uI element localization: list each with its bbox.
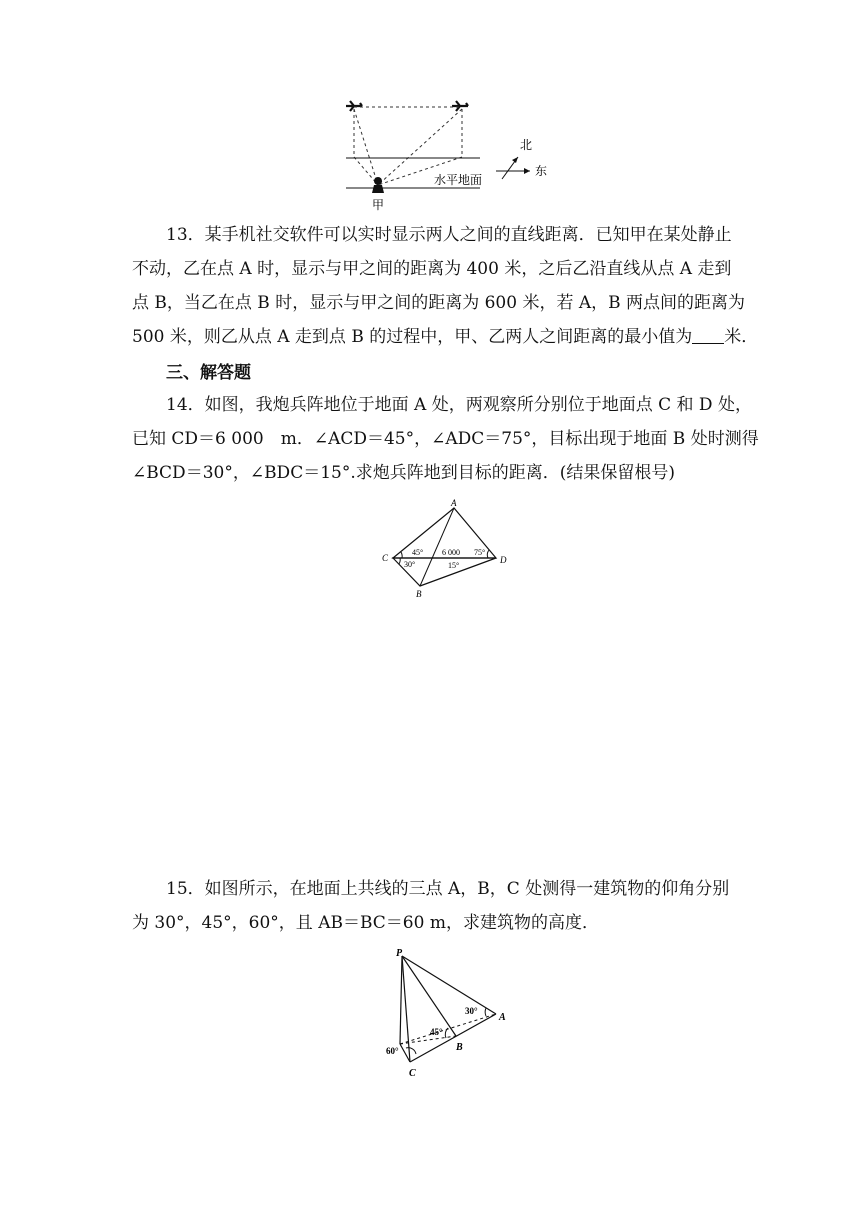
angle-B: 45° [430,1027,443,1037]
angle-C: 60° [386,1046,399,1056]
q14-line-3: ∠BCD＝30°，∠BDC＝15°.求炮兵阵地到目标的距离．(结果保留根号) [132,463,675,483]
q13-line-4: 500 米，则乙从点 A 走到点 B 的过程中，甲、乙两人之间距离的最小值为 米． [132,327,759,347]
q14-line-1: 14．如图，我炮兵阵地位于地面 A 处，两观察所分别位于地面点 C 和 D 处， [166,395,752,415]
point-A: A [499,1012,506,1023]
point-C: C [382,553,389,563]
q13-line-2: 不动，乙在点 A 时，显示与甲之间的距离为 400 米，之后乙沿直线从点 A 走到 [132,259,732,279]
angle-A: 30° [465,1006,478,1016]
question-15 [132,872,732,940]
point-D: D [500,555,507,565]
plane-icon-right [452,101,468,111]
angle-ADC: 75° [474,548,486,557]
question-13 [132,218,759,354]
section-3-title: 三、解答题 [166,363,251,383]
point-A: A [451,498,457,508]
q15-line-2: 为 30°，45°，60°，且 AB＝BC＝60 m，求建筑物的高度． [132,913,599,933]
point-B: B [456,1042,463,1053]
label-person: 甲 [372,198,385,212]
answer-blank [692,325,724,344]
q13-line-1: 13．某手机社交软件可以实时显示两人之间的直线距离．已知甲在某处静止 [166,225,732,245]
angle-BCD: 30° [404,560,416,569]
figure-q14-triangles [378,498,518,600]
question-14 [132,388,759,490]
label-north: 北 [520,138,533,152]
point-P: P [396,948,403,959]
label-east: 东 [535,164,548,178]
q15-line-1: 15．如图所示，在地面上共线的三点 A，B，C 处测得一建筑物的仰角分别 [166,879,730,899]
figure-q15-pyramid [380,944,520,1080]
figure-airplane-observer [330,95,560,215]
angle-ACD: 45° [412,548,424,557]
label-ground: 水平地面 [434,173,483,187]
q14-line-2: 已知 CD＝6 000 m．∠ACD＝45°，∠ADC＝75°，目标出现于地面 B 处时测得 [132,429,759,449]
length-CD: 6 000 [442,548,460,557]
angle-BDC: 15° [448,561,460,570]
point-B: B [416,589,422,599]
person-icon [372,177,384,193]
q13-line-3: 点 B，当乙在点 B 时，显示与甲之间的距离为 600 米，若 A，B 两点间的距离为 [132,293,746,313]
point-C: C [409,1068,416,1079]
